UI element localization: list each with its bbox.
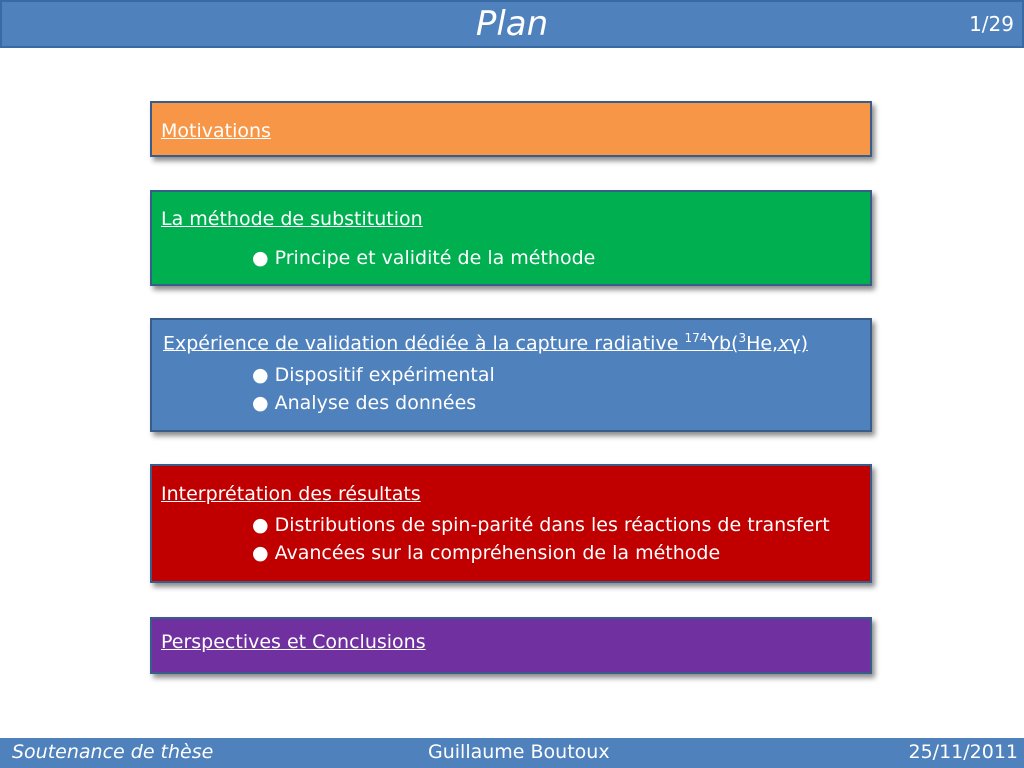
bullet-avancees: ● Avancées sur la compréhension de la méthode [252, 542, 721, 564]
he-element: He, [746, 332, 779, 355]
gamma-symbol: γ) [789, 332, 809, 355]
yb-element: Yb( [707, 332, 739, 355]
section-experience-validation[interactable] [150, 318, 872, 432]
bullet-principe: ● Principe et validité de la méthode [252, 247, 596, 269]
footer-date: 25/11/2011 [908, 741, 1018, 763]
section-perspectives-link[interactable]: Perspectives et Conclusions [161, 631, 426, 653]
section-interpretation-link[interactable]: Interprétation des résultats [161, 483, 421, 505]
section-motivations[interactable] [150, 101, 872, 157]
footer-bar [0, 738, 1024, 768]
experience-title-text: Expérience de validation dédiée à la capture radiative [163, 332, 685, 355]
section-motivations-link[interactable]: Motivations [161, 120, 271, 142]
section-perspectives[interactable] [150, 617, 872, 674]
section-methode-link[interactable]: La méthode de substitution [161, 208, 423, 230]
bullet-dispositif: ● Dispositif expérimental [252, 364, 495, 386]
section-experience-link[interactable] [163, 331, 808, 354]
page-number: 1/29 [969, 12, 1014, 36]
section-methode-substitution[interactable] [150, 190, 872, 286]
he-mass-number: 3 [738, 331, 747, 345]
section-interpretation[interactable] [150, 464, 872, 583]
slide-title: Plan [475, 4, 549, 44]
bullet-distributions: ● Distributions de spin-parité dans les réactions de transfert [252, 514, 830, 536]
yb-mass-number: 174 [684, 331, 708, 345]
footer-author: Guillaume Boutoux [428, 741, 610, 763]
title-bar [0, 0, 1024, 48]
footer-event: Soutenance de thèse [12, 741, 214, 763]
bullet-analyse: ● Analyse des données [252, 392, 477, 414]
x-variable: x [778, 332, 790, 355]
